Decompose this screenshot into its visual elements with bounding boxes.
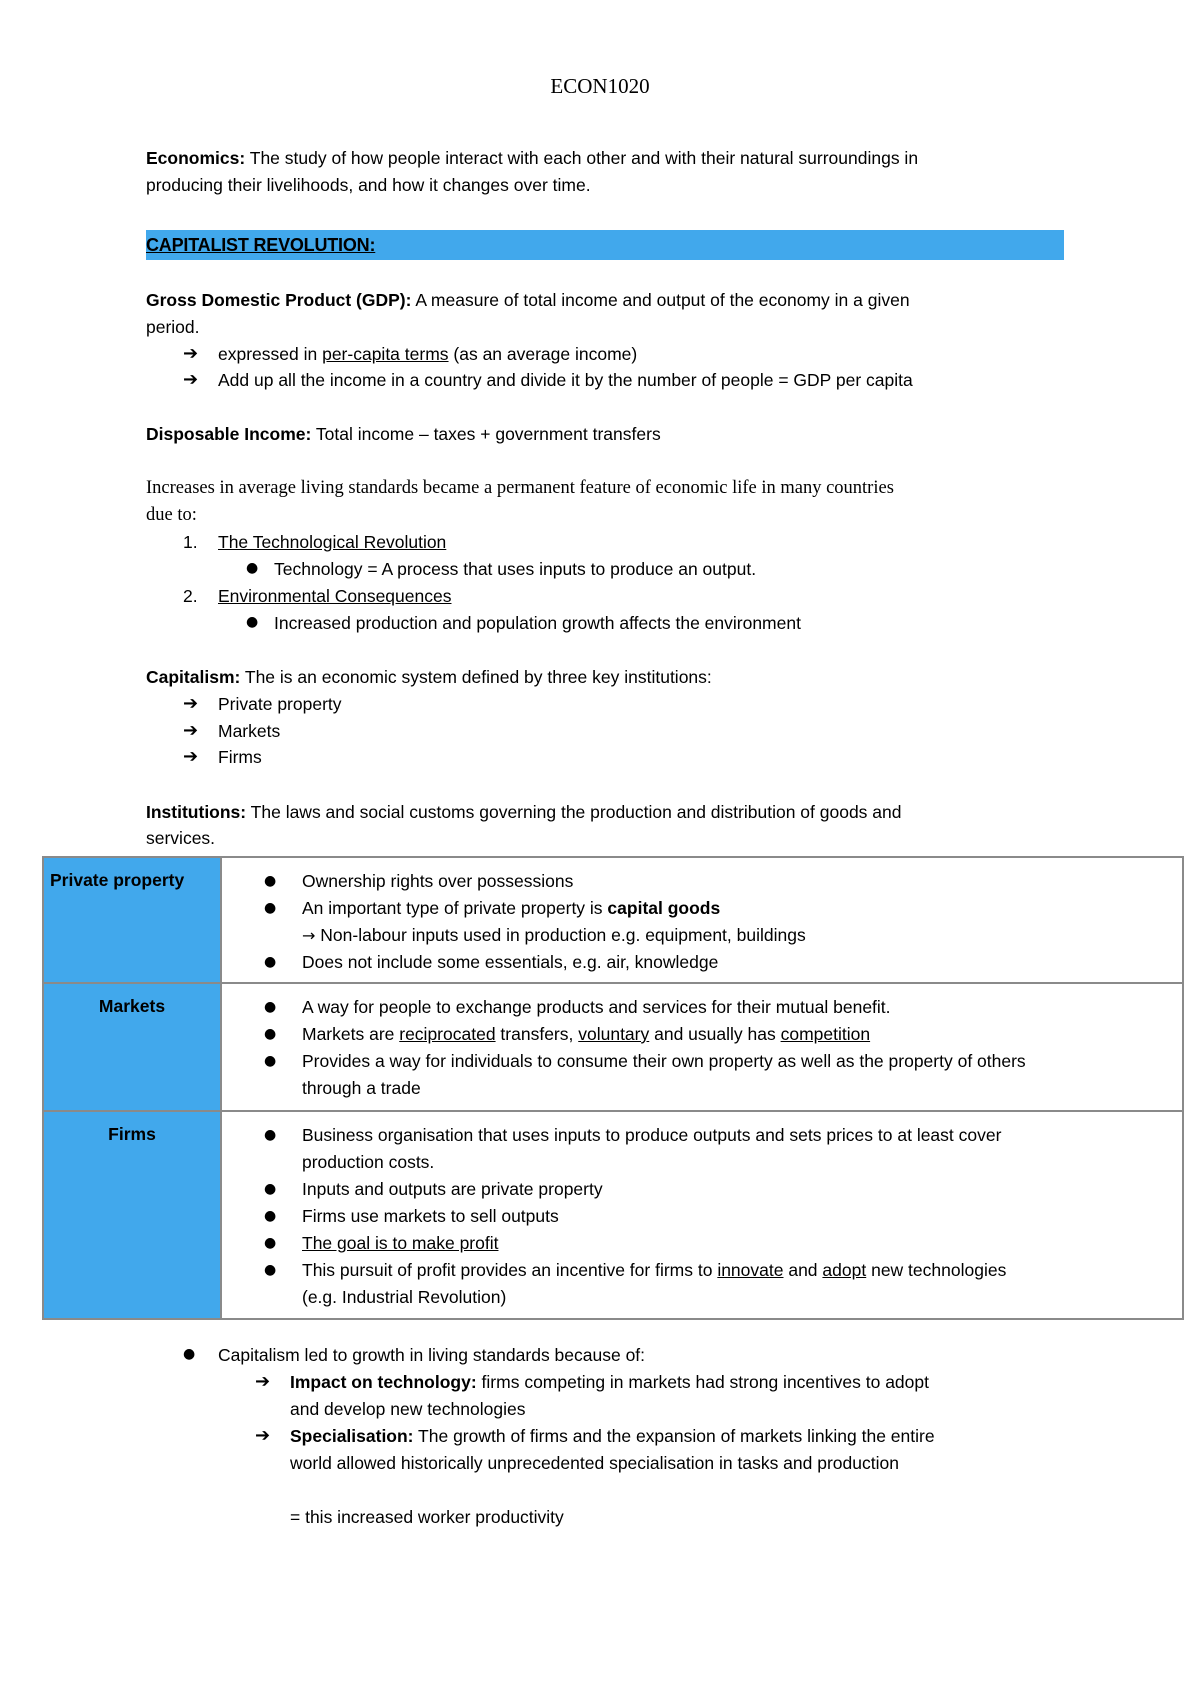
item-text: Provides a way for individuals to consume their own property as well as the property of others: [302, 1051, 1026, 1071]
disposable-term: Disposable Income:: [146, 424, 312, 444]
bullet-dot-icon: ●: [183, 1346, 196, 1362]
bullet-dot-icon: ●: [264, 999, 277, 1015]
capitalism-item: Firms: [218, 747, 262, 767]
gdp-term: Gross Domestic Product (GDP):: [146, 290, 412, 310]
gdp-definition: [146, 288, 910, 312]
growth-spec-line2: world allowed historically unprecedented specialisation in tasks and production: [290, 1453, 899, 1473]
page-title: ECON1020: [550, 74, 650, 98]
right-arrow-icon: ➔: [183, 746, 199, 767]
list-item: [264, 1230, 1162, 1257]
table-row: [43, 983, 1183, 1111]
bullet-dot-icon: ●: [264, 1026, 277, 1042]
growth-technology: [290, 1370, 929, 1394]
right-arrow-icon: →: [302, 926, 316, 945]
bullet-dot-icon: ●: [264, 1262, 277, 1278]
row-content: [221, 1111, 1183, 1319]
row-label-markets: Markets: [43, 983, 221, 1111]
item-underlined: innovate: [717, 1260, 784, 1280]
item-text: Ownership rights over possessions: [302, 871, 574, 891]
item-text: This pursuit of profit provides an incentive for firms to: [302, 1260, 718, 1280]
list-item: [264, 1176, 1162, 1203]
bullet-dot-icon: ●: [264, 1127, 277, 1143]
item-text: and usually has: [649, 1024, 781, 1044]
list-item-continuation: (e.g. Industrial Revolution): [302, 1287, 507, 1307]
item-underlined: voluntary: [578, 1024, 650, 1044]
gdp-def-line1: A measure of total income and output of the economy in a given: [411, 290, 910, 310]
bullet-dot-icon: ●: [264, 1053, 277, 1069]
item-text: new technologies: [866, 1260, 1007, 1280]
growth-spec-term: Specialisation:: [290, 1426, 414, 1446]
environment-definition: Increased production and population growth affects the environment: [274, 613, 801, 633]
growth-intro: Capitalism led to growth in living standards because of:: [218, 1345, 646, 1365]
row-label-private-property: Private property: [43, 857, 221, 983]
item-underlined: adopt: [822, 1260, 867, 1280]
item-underlined: competition: [780, 1024, 871, 1044]
increases-line1: Increases in average living standards became a permanent feature of economic life in many countries: [146, 478, 894, 498]
list-item: [264, 949, 1162, 976]
item-bold: capital goods: [607, 898, 721, 918]
list-item: [264, 1048, 1162, 1075]
list-item: [264, 994, 1162, 1021]
list-item: [264, 895, 1162, 922]
bullet-dot-icon: ●: [264, 954, 277, 970]
disposable-def: Total income – taxes + government transfers: [311, 424, 661, 444]
capitalism-item: Markets: [218, 721, 281, 741]
item-text: An important type of private property is: [302, 898, 608, 918]
table-row: [43, 1111, 1183, 1319]
gdp-bullet-1: [218, 342, 637, 366]
list-item: [264, 1021, 1162, 1048]
list-item-continuation: production costs.: [302, 1152, 435, 1172]
item-text: Markets are: [302, 1024, 400, 1044]
item-text: Does not include some essentials, e.g. air, knowledge: [302, 952, 719, 972]
list-item: [264, 1122, 1162, 1149]
item-text: Non-labour inputs used in production e.g. equipment, buildings: [315, 925, 806, 945]
right-arrow-icon: ➔: [255, 1425, 271, 1446]
section-banner: [146, 230, 1064, 260]
list-item-continuation: through a trade: [302, 1078, 421, 1098]
bullet-dot-icon: ●: [264, 873, 277, 889]
gdp-bullet-1-pre: expressed in: [218, 344, 323, 364]
bullet-dot-icon: ●: [246, 560, 259, 576]
right-arrow-icon: ➔: [183, 693, 199, 714]
institutions-definition: [146, 800, 902, 824]
row-content: [221, 857, 1183, 983]
environmental-consequences-label: Environmental Consequences: [218, 586, 452, 606]
right-arrow-icon: ➔: [183, 720, 199, 741]
row-content: [221, 983, 1183, 1111]
technology-definition: Technology = A process that uses inputs to produce an output.: [274, 559, 757, 579]
technological-revolution-label: The Technological Revolution: [218, 532, 447, 552]
economics-def-line1: The study of how people interact with each other and with their natural surroundings in: [245, 148, 919, 168]
list-number: 1.: [183, 532, 198, 552]
capitalism-term: Capitalism:: [146, 667, 241, 687]
growth-tech-line2: and develop new technologies: [290, 1399, 526, 1419]
bullet-dot-icon: ●: [264, 1181, 277, 1197]
table-row: [43, 857, 1183, 983]
capitalism-def: The is an economic system defined by three key institutions:: [240, 667, 712, 687]
right-arrow-icon: ➔: [183, 369, 199, 390]
gdp-bullet-1-post: (as an average income): [448, 344, 638, 364]
right-arrow-icon: ➔: [183, 343, 199, 364]
capitalism-item: Private property: [218, 694, 342, 714]
gdp-def-line2: period.: [146, 317, 200, 337]
item-text: transfers,: [495, 1024, 579, 1044]
section-heading: CAPITALIST REVOLUTION:: [146, 235, 376, 255]
item-text: and: [783, 1260, 823, 1280]
gdp-bullet-1-underlined: per-capita terms: [322, 344, 449, 364]
item-underlined: reciprocated: [399, 1024, 496, 1044]
item-text: Inputs and outputs are private property: [302, 1179, 603, 1199]
economics-definition: [146, 146, 918, 170]
growth-result: = this increased worker productivity: [290, 1507, 564, 1527]
list-item: [264, 1257, 1162, 1284]
economics-term: Economics:: [146, 148, 246, 168]
economics-def-line2: producing their livelihoods, and how it changes over time.: [146, 175, 591, 195]
institutions-def-line2: services.: [146, 828, 216, 848]
list-item: [264, 868, 1162, 895]
capitalism-definition: [146, 665, 712, 689]
disposable-income-definition: [146, 422, 661, 446]
bullet-dot-icon: ●: [264, 900, 277, 916]
institutions-term: Institutions:: [146, 802, 247, 822]
growth-tech-line1: firms competing in markets had strong incentives to adopt: [476, 1372, 929, 1392]
bullet-dot-icon: ●: [264, 1235, 277, 1251]
item-text: A way for people to exchange products and services for their mutual benefit.: [302, 997, 891, 1017]
institutions-def-line1: The laws and social customs governing the production and distribution of goods and: [246, 802, 902, 822]
growth-tech-term: Impact on technology:: [290, 1372, 477, 1392]
item-text: Business organisation that uses inputs to produce outputs and sets prices to at least cover: [302, 1125, 1002, 1145]
bullet-dot-icon: ●: [264, 1208, 277, 1224]
list-number: 2.: [183, 586, 198, 606]
growth-specialisation: [290, 1424, 935, 1448]
bullet-dot-icon: ●: [246, 614, 259, 630]
item-underlined: The goal is to make profit: [302, 1233, 499, 1253]
row-label-firms: Firms: [43, 1111, 221, 1319]
sub-item: [302, 922, 1162, 949]
growth-spec-line1: The growth of firms and the expansion of markets linking the entire: [413, 1426, 935, 1446]
list-item: [264, 1203, 1162, 1230]
item-text: Firms use markets to sell outputs: [302, 1206, 559, 1226]
gdp-bullet-2: Add up all the income in a country and divide it by the number of people = GDP per capita: [218, 370, 913, 390]
institutions-table: [42, 856, 1184, 1320]
increases-line2: due to:: [146, 505, 197, 525]
right-arrow-icon: ➔: [255, 1371, 271, 1392]
